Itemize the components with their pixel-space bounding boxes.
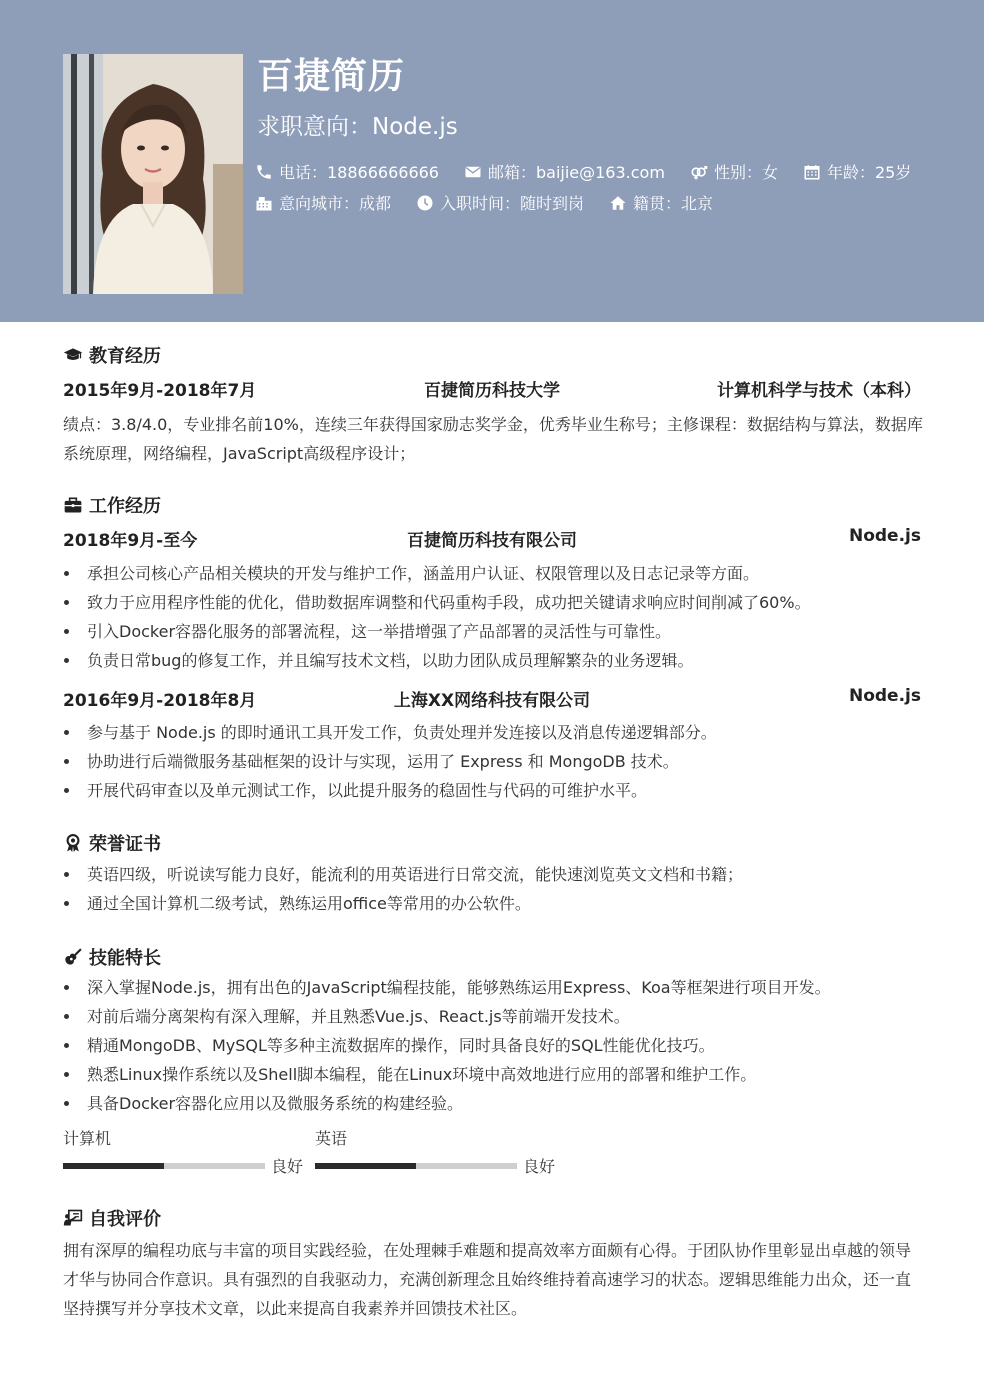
graduation-cap-icon	[63, 345, 83, 365]
gender-icon	[690, 163, 708, 181]
list-item: 英语四级，听说读写能力良好，能流利的用英语进行日常交流，能快速浏览英文文档和书籍；	[63, 860, 923, 889]
list-item: 具备Docker容器化应用以及微服务系统的构建经验。	[63, 1089, 923, 1118]
skills-section-title: 技能特长	[63, 944, 161, 970]
mail-icon	[464, 163, 482, 181]
phone-text: 电话：18866666666	[279, 163, 439, 182]
calendar-icon	[803, 163, 821, 181]
education-period: 2015年9月-2018年7月	[63, 381, 257, 401]
resume-name: 百捷简历	[257, 56, 406, 97]
list-item: 深入掌握Node.js，拥有出色的JavaScript编程技能，能够熟练运用Express、Koa等框架进行项目开发。	[63, 973, 923, 1002]
work-company: 百捷简历科技有限公司	[407, 531, 577, 551]
home-icon	[609, 194, 627, 212]
work-role: Node.js	[848, 686, 921, 706]
gender-text: 性别：女	[713, 163, 778, 182]
skill-fill-english	[315, 1163, 416, 1169]
clock-icon	[416, 194, 434, 212]
contact-row-1	[255, 160, 936, 183]
list-item: 精通MongoDB、MySQL等多种主流数据库的操作，同时具备良好的SQL性能优化技巧。	[63, 1031, 923, 1060]
list-item: 协助进行后端微服务基础框架的设计与实现，运用了 Express 和 MongoDB 技术。	[63, 747, 923, 776]
list-item: 负责日常bug的修复工作，并且编写技术文档，以助力团队成员理解繁杂的业务逻辑。	[63, 646, 923, 675]
list-item: 引入Docker容器化服务的部署流程，这一举措增强了产品部署的灵活性与可靠性。	[63, 617, 923, 646]
list-item: 熟悉Linux操作系统以及Shell脚本编程，能在Linux环境中高效地进行应用的部署和维护工作。	[63, 1060, 923, 1089]
info-email	[464, 160, 665, 183]
guitar-icon	[63, 947, 83, 967]
honors-list	[63, 860, 923, 918]
work-entry-header	[63, 686, 921, 710]
profile-photo	[63, 54, 243, 294]
hometown-text: 籍贯：北京	[633, 194, 714, 213]
education-description: 绩点：3.8/4.0，专业排名前10%，连续三年获得国家励志奖学金，优秀毕业生称号；主修课程：数据结构与算法，数据库系统原理，网络编程，JavaScript高级程序设计；	[63, 415, 923, 463]
city-text: 意向城市：成都	[279, 194, 392, 213]
info-gender	[690, 160, 778, 183]
skill-level-english: 良好	[523, 1157, 556, 1176]
work-company: 上海XX网络科技有限公司	[393, 691, 591, 711]
info-start-time	[416, 191, 584, 214]
list-item: 致力于应用程序性能的优化，借助数据库调整和代码重构手段，成功把关键请求响应时间削减了60%。	[63, 588, 923, 617]
education-school: 百捷简历科技大学	[424, 381, 560, 401]
list-item: 开展代码审查以及单元测试工作，以此提升服务的稳固性与代码的可维护水平。	[63, 776, 923, 805]
work-role: Node.js	[848, 526, 921, 546]
education-section-title: 教育经历	[63, 342, 161, 368]
work-period: 2018年9月-至今	[63, 531, 198, 551]
list-item: 对前后端分离架构有深入理解，并且熟悉Vue.js、React.js等前端开发技术。	[63, 1002, 923, 1031]
job-intent: 求职意向：Node.js	[257, 114, 458, 140]
skill-bar-computer	[63, 1163, 265, 1169]
presentation-icon	[63, 1208, 83, 1228]
email-text: 邮箱：baijie@163.com	[487, 163, 665, 182]
skill-bar-english	[315, 1163, 517, 1169]
skill-name-english: 英语	[315, 1129, 348, 1148]
education-major: 计算机科学与技术（本科）	[717, 381, 921, 401]
skill-level-computer: 良好	[271, 1157, 304, 1176]
contact-row-2	[255, 191, 738, 214]
self-eval-text: 拥有深厚的编程功底与丰富的项目实践经验，在处理棘手难题和提高效率方面颇有心得。于团队协作里彰显出卓越的领导才华与协同合作意识。具有强烈的自我驱动力，充满创新理念且始终维持着高速学习的状态。逻辑思维能力出众，还一直坚持撰写并分享技术文章，以此来提高自我素养并回馈技术社区。	[63, 1241, 912, 1318]
info-phone	[255, 160, 439, 183]
work-section-title: 工作经历	[63, 492, 161, 518]
honors-section-title: 荣誉证书	[63, 830, 161, 856]
skills-list	[63, 973, 923, 1118]
work-entry-header	[63, 526, 921, 550]
list-item: 通过全国计算机二级考试，熟练运用office等常用的办公软件。	[63, 889, 923, 918]
work-duty-list	[63, 559, 923, 675]
briefcase-icon	[63, 495, 83, 515]
start-time-text: 入职时间：随时到岗	[440, 194, 585, 213]
self-eval-section-title: 自我评价	[63, 1205, 161, 1231]
award-icon	[63, 833, 83, 853]
age-text: 年龄：25岁	[826, 163, 912, 182]
building-icon	[255, 194, 273, 212]
list-item: 承担公司核心产品相关模块的开发与维护工作，涵盖用户认证、权限管理以及日志记录等方面。	[63, 559, 923, 588]
info-hometown	[609, 191, 713, 214]
skill-fill-computer	[63, 1163, 164, 1169]
phone-icon	[255, 163, 273, 181]
info-age	[803, 160, 911, 183]
resume-header	[0, 0, 984, 322]
education-entry-header	[63, 376, 921, 400]
work-period: 2016年9月-2018年8月	[63, 691, 257, 711]
info-city	[255, 191, 391, 214]
list-item: 参与基于 Node.js 的即时通讯工具开发工作，负责处理并发连接以及消息传递逻辑部分。	[63, 718, 923, 747]
work-duty-list	[63, 718, 923, 805]
skill-name-computer: 计算机	[63, 1129, 112, 1148]
